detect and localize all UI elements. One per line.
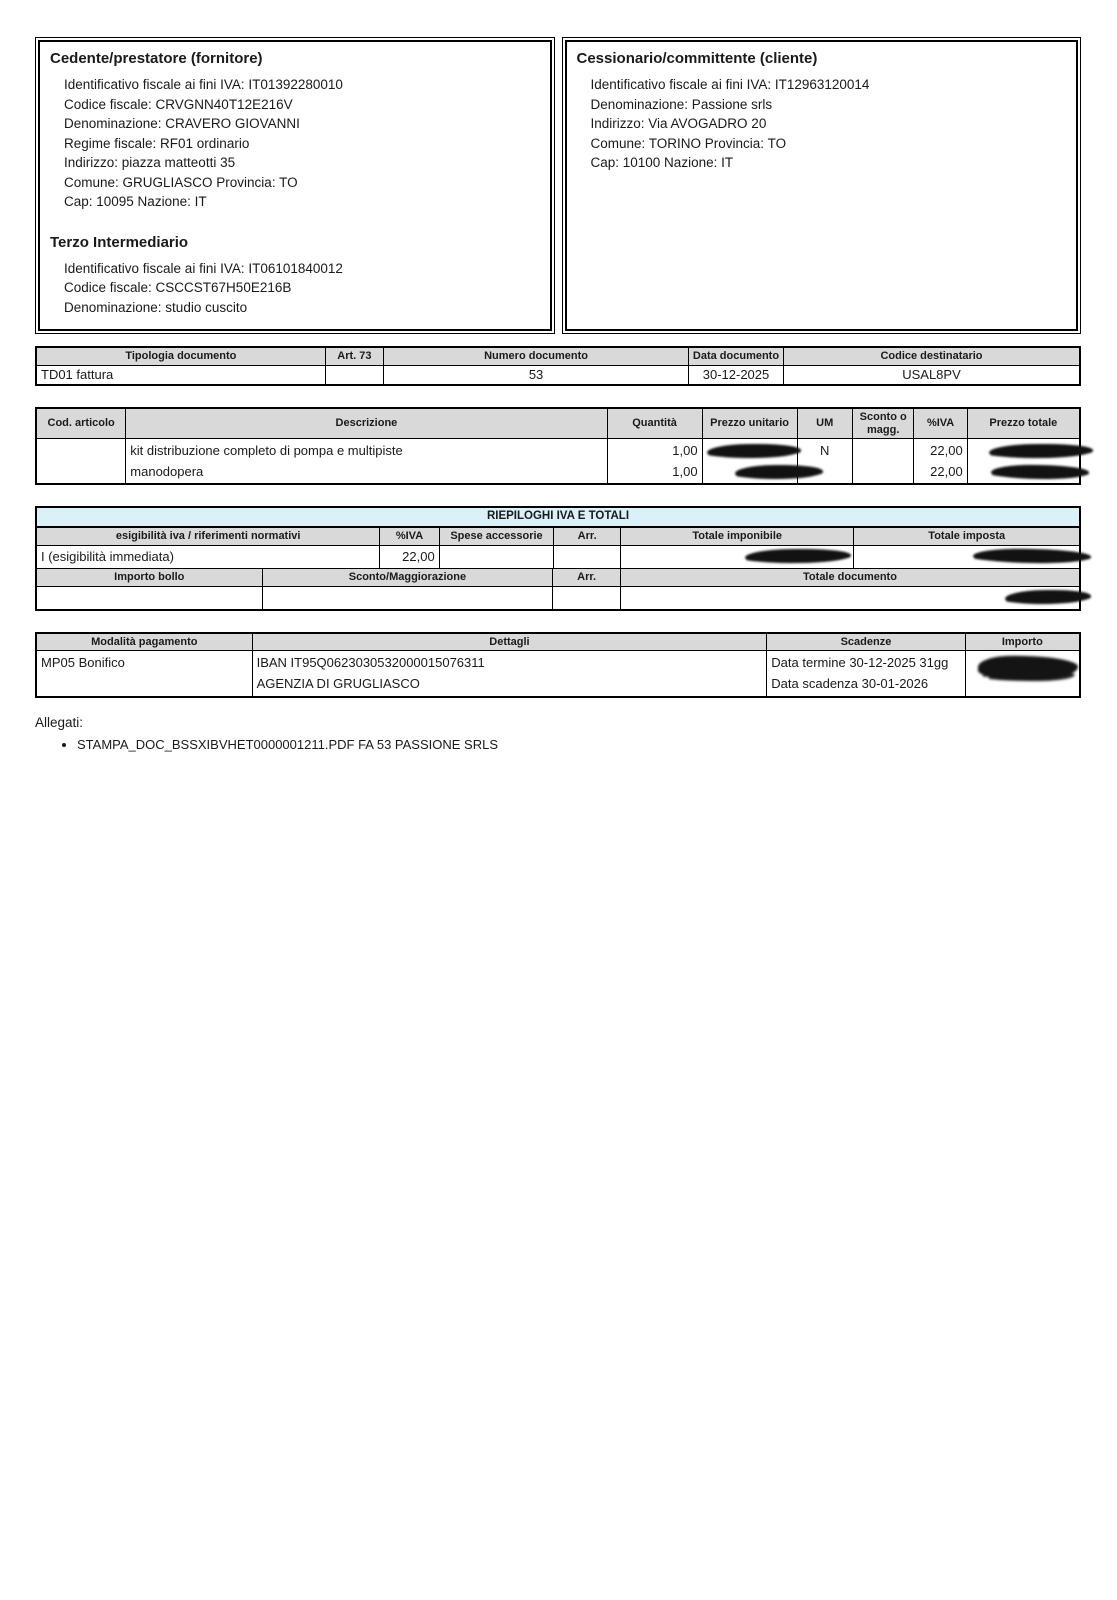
header-dettagli: Dettagli	[252, 633, 767, 651]
intermediary-details	[50, 259, 540, 318]
header-summary-iva: %IVA	[380, 528, 439, 546]
value-modalita-pagamento	[36, 651, 252, 697]
totale-documento-redacted	[1005, 589, 1091, 604]
header-esigibilita-iva: esigibilità iva / riferimenti normativi	[37, 528, 380, 546]
supplier-name: Denominazione: CRAVERO GIOVANNI	[64, 116, 300, 131]
header-prezzo-totale: Prezzo totale	[967, 408, 1080, 439]
supplier-vat-id: Identificativo fiscale ai fini IVA: IT01392280010	[64, 77, 343, 92]
customer-name: Denominazione: Passione srls	[590, 96, 773, 112]
document-type-header-row	[36, 347, 1080, 365]
header-um: UM	[797, 408, 852, 439]
customer-zip: Cap: 10100 Nazione: IT	[590, 155, 734, 170]
header-quantita: Quantità	[607, 408, 702, 439]
document-type-data-row	[36, 365, 1080, 385]
value-scadenze	[767, 651, 965, 697]
item-2-descrizione: manodopera	[130, 464, 204, 480]
value-arr-2	[553, 586, 621, 609]
col-descrizione	[126, 439, 607, 485]
attachments-list	[77, 736, 1081, 754]
invoice-page	[35, 37, 1081, 754]
header-totale-imposta: Totale imposta	[854, 528, 1079, 546]
header-arr-2: Arr.	[553, 568, 621, 586]
supplier-tax-regime: Regime fiscale: RF01 ordinario	[64, 135, 250, 151]
header-tipologia-documento: Tipologia documento	[36, 347, 325, 365]
payment-agency: AGENZIA DI GRUGLIASCO	[256, 676, 420, 692]
header-importo: Importo	[965, 633, 1080, 651]
document-type-table	[35, 346, 1081, 386]
attachments-label: Allegati:	[35, 714, 84, 730]
supplier-zip: Cap: 10095 Nazione: IT	[64, 194, 207, 209]
supplier-city: Comune: GRUGLIASCO Provincia: TO	[64, 174, 298, 190]
value-sconto-maggiorazione	[262, 586, 553, 609]
col-iva	[914, 439, 967, 485]
item-1-prezzo-unitario-redacted	[706, 443, 800, 458]
item-1-cod	[41, 440, 121, 461]
value-tipologia-documento: TD01 fattura	[36, 365, 325, 385]
intermediary-fiscal-code: Codice fiscale: CSCCST67H50E216B	[64, 280, 292, 295]
customer-city: Comune: TORINO Provincia: TO	[590, 135, 787, 151]
value-totale-imponibile	[621, 545, 854, 568]
document-totals-data-row	[37, 586, 1079, 609]
value-data-documento: 30-12-2025	[688, 365, 783, 385]
supplier-box	[38, 40, 552, 331]
item-2-cod	[41, 461, 121, 482]
header-importo-bollo: Importo bollo	[37, 568, 262, 586]
header-codice-destinatario: Codice destinatario	[783, 347, 1080, 365]
col-sconto-magg	[852, 439, 914, 485]
item-1-descrizione: kit distribuzione completo di pompa e multipiste	[130, 443, 403, 459]
header-iva: %IVA	[914, 408, 967, 439]
intermediary-name: Denominazione: studio cuscito	[64, 299, 248, 315]
customer-box	[565, 40, 1079, 331]
item-2-prezzo-totale-redacted	[991, 464, 1089, 479]
totale-imponibile-redacted	[745, 549, 851, 564]
vat-summary-table-lower	[37, 568, 1079, 609]
value-arr-1	[554, 545, 621, 568]
document-totals-header-row	[37, 568, 1079, 586]
value-codice-destinatario: USAL8PV	[783, 365, 1080, 385]
line-items-header-row	[36, 408, 1080, 439]
header-art-73: Art. 73	[325, 347, 383, 365]
payment-data-row	[36, 651, 1080, 697]
item-1-iva: 22,00	[930, 443, 963, 459]
payment-amount-redacted	[978, 655, 1078, 681]
col-um	[797, 439, 852, 485]
totale-imposta-redacted	[973, 548, 1091, 564]
col-prezzo-totale	[967, 439, 1080, 485]
value-dettagli	[252, 651, 767, 697]
value-summary-iva: 22,00	[380, 545, 439, 568]
payment-table	[35, 632, 1081, 698]
header-totale-imponibile: Totale imponibile	[621, 528, 854, 546]
line-items-data-rows	[36, 439, 1080, 485]
vat-summary-section	[35, 506, 1081, 610]
value-importo-bollo	[37, 586, 262, 609]
vat-summary-header-row	[37, 528, 1079, 546]
supplier-details	[50, 75, 540, 212]
header-scadenze: Scadenze	[767, 633, 965, 651]
item-1-sconto	[857, 440, 910, 461]
item-2-sconto	[857, 461, 910, 482]
col-cod-articolo	[36, 439, 126, 485]
col-prezzo-unitario	[702, 439, 797, 485]
payment-iban: IBAN IT95Q0623030532000015076311	[256, 655, 485, 671]
value-numero-documento: 53	[384, 365, 689, 385]
intermediary-title: Terzo Intermediario	[50, 233, 189, 251]
item-2-quantita: 1,00	[672, 464, 698, 480]
header-modalita-pagamento: Modalità pagamento	[36, 633, 252, 651]
value-totale-documento	[620, 586, 1079, 609]
attachments-section	[35, 713, 1081, 754]
header-spese-accessorie: Spese accessorie	[439, 528, 554, 546]
header-prezzo-unitario: Prezzo unitario	[702, 408, 797, 439]
value-importo	[965, 651, 1080, 697]
attachment-item: • STAMPA_DOC_BSSXIBVHET0000001211.PDF FA 53 PASSIONE SRLS	[77, 736, 1081, 754]
header-arr-1: Arr.	[554, 528, 621, 546]
value-spese-accessorie	[439, 545, 554, 568]
header-totale-documento: Totale documento	[620, 568, 1079, 586]
header-data-documento: Data documento	[688, 347, 783, 365]
line-items-table	[35, 407, 1081, 485]
supplier-fiscal-code: Codice fiscale: CRVGNN40T12E216V	[64, 96, 293, 112]
supplier-address: Indirizzo: piazza matteotti 35	[64, 155, 236, 170]
intermediary-vat-id: Identificativo fiscale ai fini IVA: IT06101840012	[64, 260, 343, 276]
value-esigibilita-iva: I (esigibilità immediata)	[37, 545, 380, 568]
item-1-um: N	[820, 443, 830, 459]
header-sconto-maggiorazione: Sconto/Maggiorazione	[262, 568, 553, 586]
col-quantita	[607, 439, 702, 485]
vat-summary-data-row	[37, 545, 1079, 568]
payment-header-row	[36, 633, 1080, 651]
customer-vat-id: Identificativo fiscale ai fini IVA: IT12963120014	[590, 77, 870, 92]
payment-term-date: Data termine 30-12-2025 31gg	[771, 655, 949, 671]
header-numero-documento: Numero documento	[384, 347, 689, 365]
vat-summary-table-upper	[37, 527, 1079, 568]
value-totale-imposta	[854, 545, 1079, 568]
vat-summary-title: RIEPILOGHI IVA E TOTALI	[37, 508, 1079, 527]
customer-title: Cessionario/committente (cliente)	[576, 50, 818, 67]
header-sconto-magg: Sconto o magg.	[852, 408, 914, 439]
customer-details	[577, 75, 1067, 173]
customer-address: Indirizzo: Via AVOGADRO 20	[590, 116, 767, 131]
header-descrizione: Descrizione	[126, 408, 607, 439]
payment-method: MP05 Bonifico	[41, 655, 125, 671]
item-1-prezzo-totale-redacted	[989, 443, 1093, 458]
parties-section	[35, 37, 1081, 334]
item-1-quantita: 1,00	[672, 443, 698, 459]
value-art-73	[325, 365, 383, 385]
payment-due-date: Data scadenza 30-01-2026	[771, 676, 929, 692]
item-2-iva: 22,00	[930, 464, 963, 480]
supplier-title: Cedente/prestatore (fornitore)	[50, 50, 263, 67]
header-cod-articolo: Cod. articolo	[36, 408, 126, 439]
